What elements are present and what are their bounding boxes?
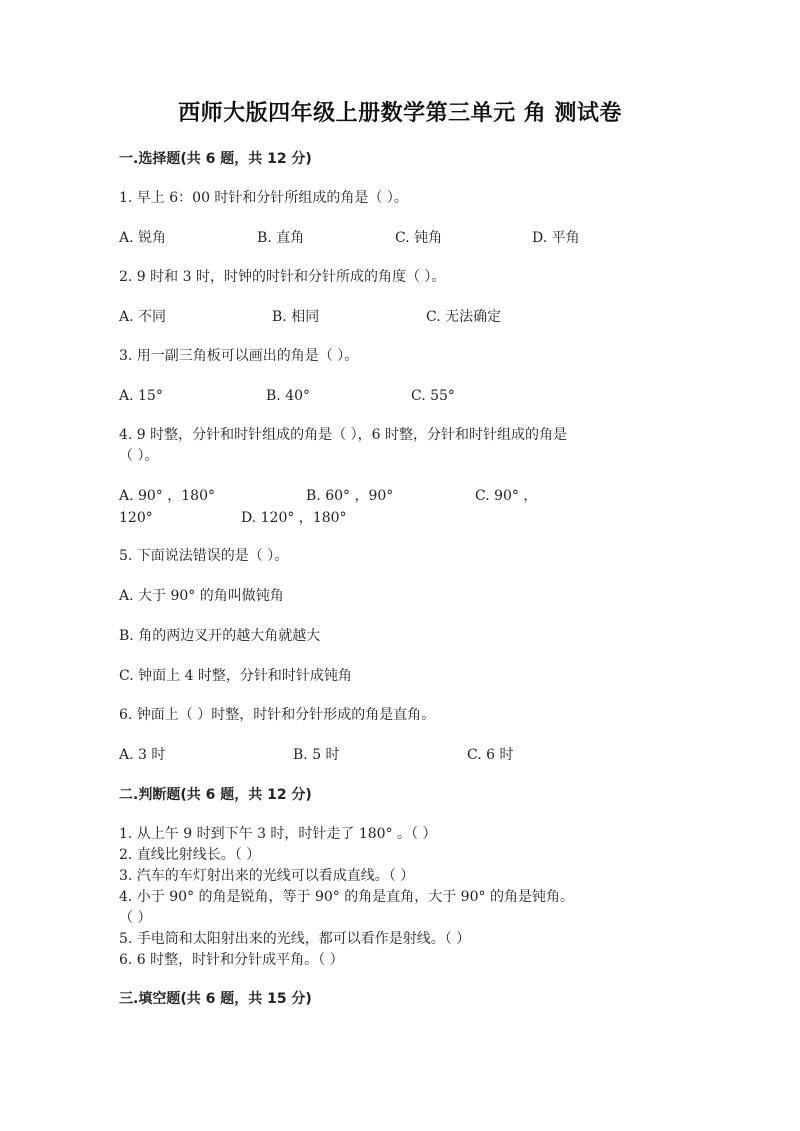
question-1-option-c: C. 钝角	[395, 230, 443, 246]
question-4-stem-line2: （ ）。	[119, 448, 159, 464]
question-2-option-c: C. 无法确定	[426, 309, 502, 325]
question-6-option-c: C. 6 时	[467, 747, 514, 763]
question-1-option-b: B. 直角	[257, 230, 305, 246]
question-4-option-a: A. 90° ，180°	[119, 488, 215, 504]
question-6-option-a: A. 3 时	[119, 747, 166, 763]
page-title: 西师大版四年级上册数学第三单元 角 测试卷	[178, 100, 622, 126]
question-4-stem-line1: 4. 9 时整，分针和时针组成的角是（ ），6 时整，分针和时针组成的角是	[119, 427, 567, 443]
question-6-option-b: B. 5 时	[293, 747, 340, 763]
question-4-option-d: D. 120° ，180°	[241, 510, 347, 526]
judgment-item-4: 4. 小于 90° 的角是锐角，等于 90° 的角是直角，大于 90° 的角是钝角。	[119, 889, 574, 905]
question-2-option-b: B. 相同	[272, 309, 320, 325]
judgment-item-5: 5. 手电筒和太阳射出来的光线，都可以看作是射线。（ ）	[119, 931, 471, 947]
question-4-option-c-cont: 120°	[119, 510, 153, 526]
question-5-option-b: B. 角的两边叉开的越大角就越大	[119, 628, 321, 644]
question-3-option-c: C. 55°	[411, 388, 455, 404]
question-2-stem: 2. 9 时和 3 时，时钟的时针和分针所成的角度（ ）。	[119, 269, 446, 285]
question-5-stem: 5. 下面说法错误的是（ ）。	[119, 548, 289, 564]
question-1-option-d: D. 平角	[532, 230, 580, 246]
question-5-option-c: C. 钟面上 4 时整，分针和时针成钝角	[119, 668, 352, 684]
judgment-item-2: 2. 直线比射线长。（ ）	[119, 847, 261, 863]
judgment-item-6: 6. 6 时整，时针和分针成平角。（ ）	[119, 952, 344, 968]
judgment-item-1: 1. 从上午 9 时到下午 3 时，时针走了 180° 。（ ）	[119, 826, 437, 842]
section-heading-choice: 一.选择题(共 6 题，共 12 分)	[119, 151, 312, 167]
question-1-option-a: A. 锐角	[119, 230, 167, 246]
question-3-stem: 3. 用一副三角板可以画出的角是（ ）。	[119, 348, 359, 364]
question-1-stem: 1. 早上 6：00 时针和分针所组成的角是（ ）。	[119, 190, 408, 206]
section-heading-judgment: 二.判断题(共 6 题，共 12 分)	[119, 787, 312, 803]
question-6-stem: 6. 钟面上（ ）时整，时针和分针形成的角是直角。	[119, 707, 436, 723]
section-heading-fill: 三.填空题(共 6 题，共 15 分)	[119, 991, 312, 1007]
question-3-option-a: A. 15°	[119, 388, 163, 404]
judgment-item-3: 3. 汽车的车灯射出来的光线可以看成直线。（ ）	[119, 868, 415, 884]
question-2-option-a: A. 不同	[119, 309, 167, 325]
question-3-option-b: B. 40°	[266, 388, 311, 404]
question-5-option-a: A. 大于 90° 的角叫做钝角	[119, 588, 284, 604]
question-4-option-b: B. 60° ，90°	[306, 488, 394, 504]
question-4-option-c: C. 90° ，	[475, 488, 538, 504]
judgment-item-4-cont: （ ）	[119, 910, 152, 926]
